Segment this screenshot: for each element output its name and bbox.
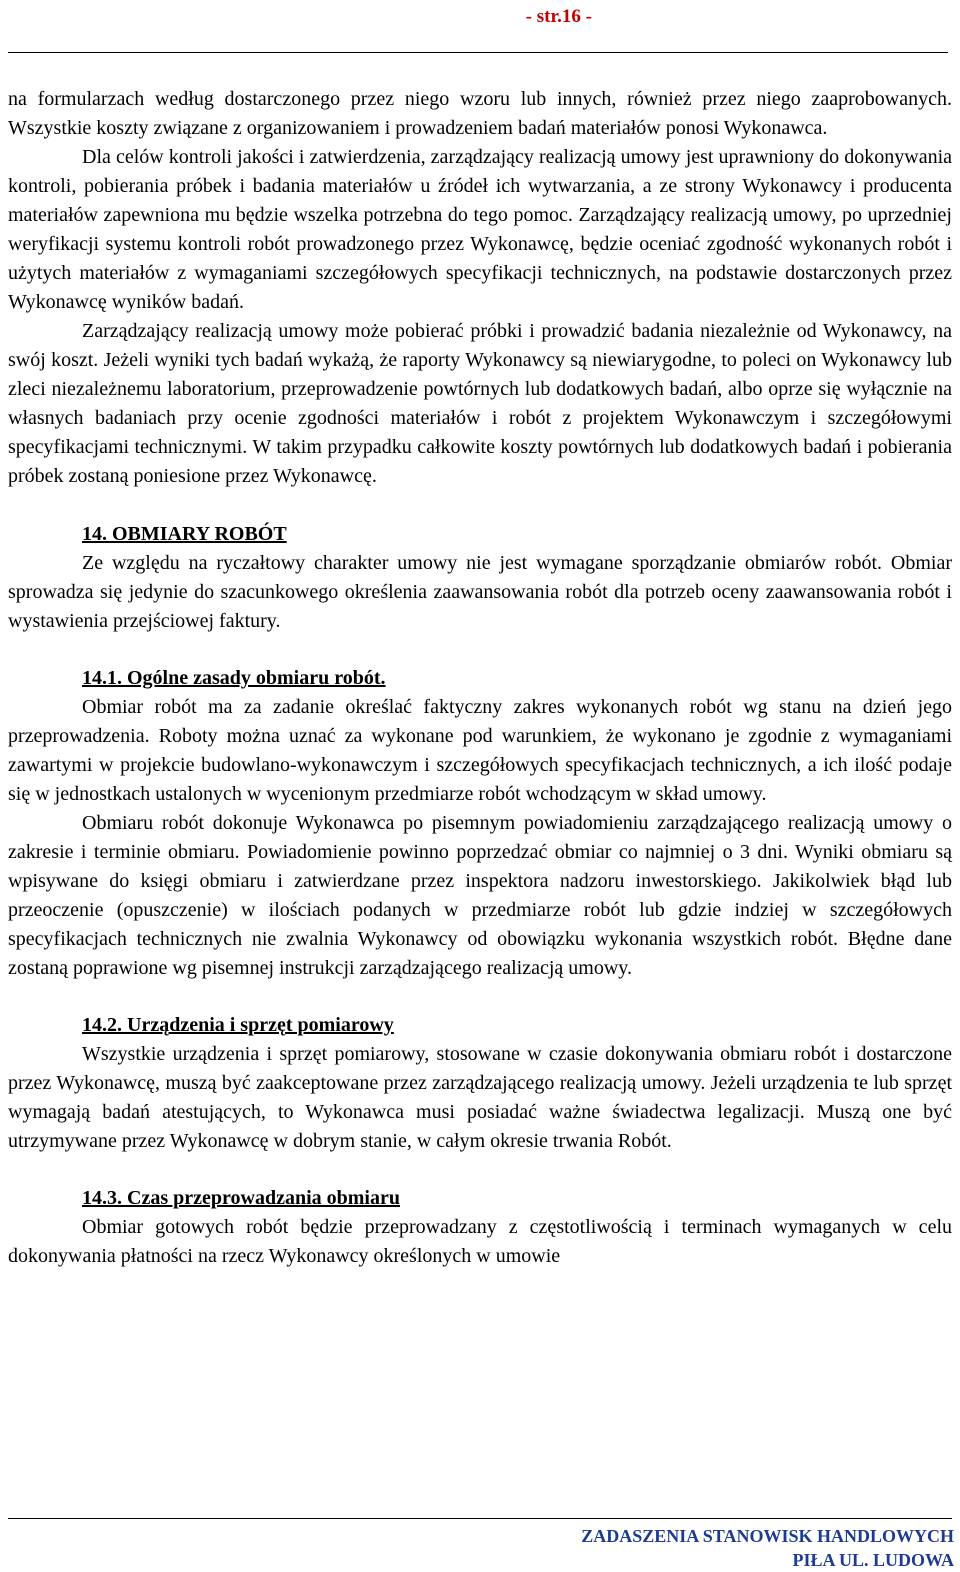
section-14-3-paragraph: Obmiar gotowych robót będzie przeprowadzany z częstotliwością i terminach wymaganych w celu dokonywania płatności na rzecz Wykonawcy określonych w umowie [8, 1216, 952, 1267]
paragraph-quality-control: Dla celów kontroli jakości i zatwierdzenia, zarządzający realizacją umowy jest uprawniony do dokonywania kontroli, pobierania próbek i badania materiałów u źródeł ich wytwarzania, a ze strony Wykonawcy i producenta materiałów zapewniona mu będzie wszelka potrzebna do tego pomoc. Zarządzający realizacją umowy, po uprzedniej weryfikacji systemu kontroli robót prowadzonego przez Wykonawcę, będzie oceniać zgodność wykonanych robót i użytych materiałów z wymaganiami szczegółowych specyfikacji technicznych, na podstawie dostarczonych przez Wykonawcę wyników badań. [8, 146, 952, 313]
section-14-paragraph: Ze względu na ryczałtowy charakter umowy nie jest wymagane sporządzanie obmiarów robót. Obmiar sprowadza się jedynie do szacunkowego określenia zaawansowania robót dla potrzeb oceny zaawansowania robót i wystawienia przejściowej faktury. [8, 552, 952, 632]
page-number: - str.16 - [525, 6, 592, 27]
footer-location: PIŁA UL. LUDOWA [792, 1550, 954, 1570]
footer-project-title: ZADASZENIA STANOWISK HANDLOWYCH [581, 1526, 954, 1546]
section-heading-14-2: 14.2. Urządzenia i sprzęt pomiarowy [82, 1014, 394, 1036]
section-heading-14: 14. OBMIARY ROBÓT [82, 523, 287, 545]
paragraph-continuation: na formularzach według dostarczonego przez niego wzoru lub innych, również przez niego zaaprobowanych. Wszystkie koszty związane z organizowaniem i prowadzeniem badań materiałów ponosi Wykonawca. [8, 88, 952, 139]
footer-divider [8, 1518, 952, 1519]
section-heading-14-3: 14.3. Czas przeprowadzania obmiaru [82, 1187, 400, 1209]
section-14-1-paragraph-1: Obmiar robót ma za zadanie określać faktyczny zakres wykonanych robót wg stanu na dzień jego przeprowadzenia. Roboty można uznać za wykonane pod warunkiem, że wykonano je zgodnie z wymaganiami zawartymi w projekcie budowlano-wykonawczym i szczegółowych specyfikacjach technicznych, a ich ilość podaje się w jednostkach ustalonych w wycenionym przedmiarze robót wchodzącym w skład umowy. [8, 696, 952, 805]
section-heading-14-1: 14.1. Ogólne zasady obmiaru robót. [82, 667, 386, 689]
paragraph-independent-tests: Zarządzający realizacją umowy może pobierać próbki i prowadzić badania niezależnie od Wykonawcy, na swój koszt. Jeżeli wyniki tych badań wykażą, że raporty Wykonawcy są niewiarygodne, to poleci on Wykonawcy lub zleci niezależnemu laboratorium, przeprowadzenie powtórnych lub dodatkowych badań, albo oprze się wyłącznie na własnych badaniach przy ocenie zgodności materiałów i robót z projektem Wykonawczym i szczegółowymi specyfikacjami technicznymi. W takim przypadku całkowite koszty powtórnych lub dodatkowych badań i pobierania próbek zostaną poniesione przez Wykonawcę. [8, 320, 952, 487]
document-body [8, 85, 952, 1271]
section-14-1-paragraph-2: Obmiaru robót dokonuje Wykonawca po pisemnym powiadomieniu zarządzającego realizacją umowy o zakresie i terminie obmiaru. Powiadomienie powinno poprzedzać obmiar co najmniej o 3 dni. Wyniki obmiaru są wpisywane do księgi obmiaru i zatwierdzane przez inspektora nadzoru inwestorskiego. Jakikolwiek błąd lub przeoczenie (opuszczenie) w ilościach podanych w przedmiarze robót lub gdzie indziej w szczegółowych specyfikacjach technicznych nie zwalnia Wykonawcy od obowiązku wykonania wszystkich robót. Błędne dane zostaną poprawione wg pisemnej instrukcji zarządzającego realizacją umowy. [8, 812, 952, 979]
section-14-2-paragraph: Wszystkie urządzenia i sprzęt pomiarowy, stosowane w czasie dokonywania obmiaru robót i dostarczone przez Wykonawcę, muszą być zaakceptowane przez zarządzającego realizacją umowy. Jeżeli urządzenia te lub sprzęt wymagają badań atestujących, to Wykonawca musi posiadać ważne świadectwa legalizacji. Muszą one być utrzymywane przez Wykonawcę w dobrym stanie, w całym okresie trwania Robót. [8, 1043, 952, 1152]
header-divider [8, 52, 948, 53]
footer [581, 1524, 954, 1572]
